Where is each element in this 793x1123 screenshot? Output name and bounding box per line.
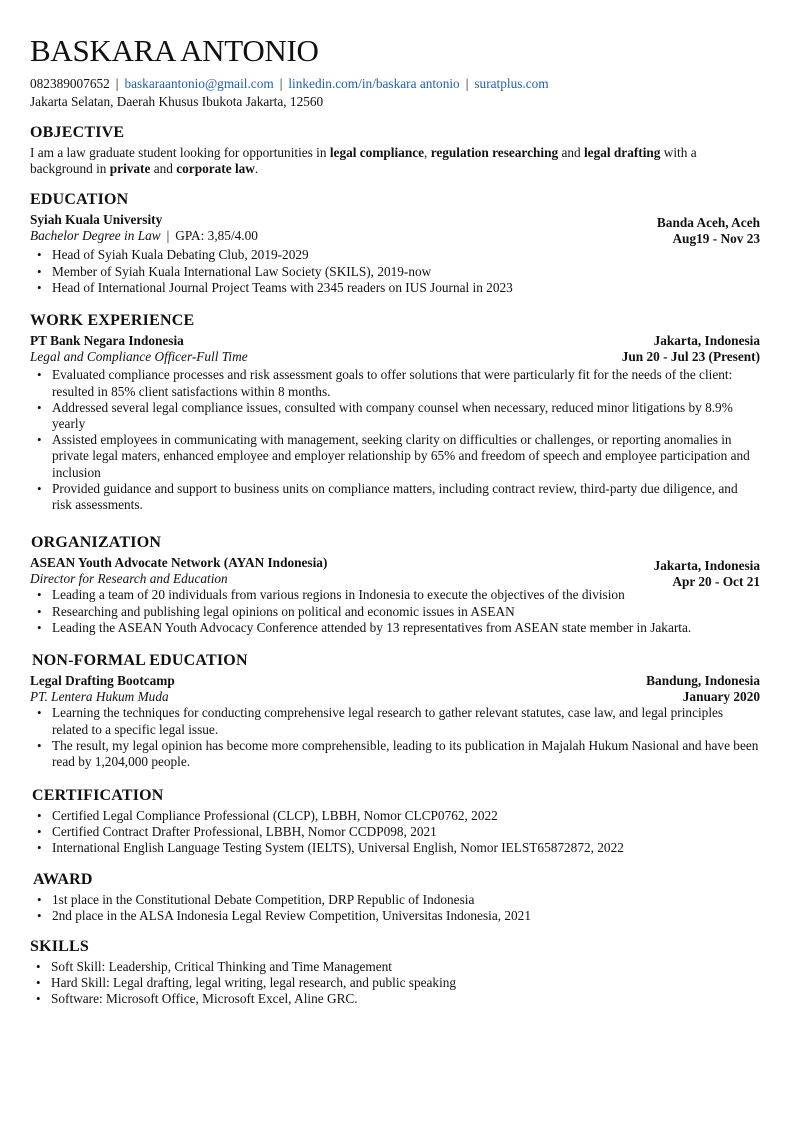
- list-item: • Head of International Journal Project Teams with 2345 readers on IUS Journal in 2023: [52, 280, 760, 296]
- separator: |: [166, 228, 170, 244]
- linkedin-link[interactable]: linkedin.com/in/baskara antonio: [288, 76, 460, 91]
- objective-text-part: and: [150, 161, 177, 177]
- nonformal-provider-row: [30, 689, 760, 705]
- list-item: • Researching and publishing legal opinions on political and economic issues in ASEAN: [52, 604, 760, 620]
- email-link[interactable]: baskaraantonio@gmail.com: [124, 76, 274, 91]
- nonformal-dates: January 2020: [682, 689, 760, 705]
- education-bullets: [30, 247, 760, 296]
- section-title: SKILLS: [30, 938, 90, 955]
- list-item: • Certified Contract Drafter Professional, LBBH, Nomor CCDP098, 2021: [52, 824, 760, 840]
- program-name: Legal Drafting Bootcamp: [30, 673, 175, 688]
- list-item: • 2nd place in the ALSA Indonesia Legal Review Competition, Universitas Indonesia, 2021: [52, 908, 760, 924]
- list-item: • Member of Syiah Kuala International Law Society (SKILS), 2019-now: [52, 264, 760, 280]
- degree: Bachelor Degree in Law: [30, 228, 161, 244]
- objective-text: [30, 145, 760, 177]
- school-location: Banda Aceh, Aceh: [656, 215, 760, 230]
- website-link[interactable]: suratplus.com: [474, 76, 549, 91]
- list-item: • Evaluated compliance processes and risk assessment goals to offer solutions that were particularly fit for the needs of the client: resulted in 85% client satisfactions within 8 months.: [52, 367, 760, 399]
- list-item: • Assisted employees in communicating with management, seeking clarity on difficulties or challenges, or reporting anomalies in private legal maters, enhanced employee and employer relationship by 65% and freedom of speech and employee participation and inclusion: [52, 432, 760, 481]
- objective-text-part: I am a law graduate student looking for opportunities in: [30, 145, 330, 160]
- list-item: • Head of Syiah Kuala Debating Club, 2019-2029: [52, 247, 760, 263]
- skills-bullets: [30, 959, 760, 1008]
- list-item: • Leading a team of 20 individuals from various regions in Indonesia to execute the objectives of the division: [52, 587, 760, 603]
- organization-dates: Apr 20 - Oct 21: [672, 574, 760, 590]
- organization-role-row: [30, 571, 760, 590]
- organization-bullets: [30, 587, 760, 636]
- organization-role: Director for Research and Education: [30, 571, 228, 587]
- award-section: [30, 871, 760, 924]
- objective-keyword: legal drafting: [583, 145, 661, 160]
- separator: |: [279, 76, 283, 91]
- section-title: NON-FORMAL EDUCATION: [32, 652, 248, 669]
- work-location: Jakarta, Indonesia: [653, 333, 760, 348]
- nonformal-location: Bandung, Indonesia: [646, 673, 760, 688]
- objective-keyword: corporate law: [176, 161, 255, 177]
- skills-section: [30, 938, 760, 1008]
- nonformal-bullets: [30, 705, 760, 770]
- education-dates: Aug19 - Nov 23: [672, 231, 760, 247]
- list-item: • Addressed several legal compliance issues, consulted with company counsel when necessary, reduced minor litigations by 8.9% yearly: [52, 400, 760, 432]
- list-item: • Provided guidance and support to business units on compliance matters, including contract review, third-party due diligence, and risk assessments.: [52, 481, 760, 513]
- certification-section: [30, 787, 760, 857]
- job-role: Legal and Compliance Officer-Full Time: [30, 349, 248, 365]
- objective-text-part: ,: [424, 145, 431, 160]
- section-title: AWARD: [33, 871, 93, 888]
- education-section: [30, 191, 760, 296]
- objective-keyword: private: [109, 161, 151, 177]
- phone-number: 082389007652: [30, 76, 110, 91]
- organization-name: ASEAN Youth Advocate Network (AYAN Indonesia): [30, 555, 328, 570]
- gpa: GPA: 3,85/4.00: [175, 228, 258, 244]
- list-item: • Soft Skill: Leadership, Critical Thinking and Time Management: [51, 959, 760, 975]
- certification-bullets: [30, 808, 760, 857]
- objective-keyword: legal compliance: [329, 145, 425, 160]
- list-item: • Certified Legal Compliance Professional (CLCP), LBBH, Nomor CLCP0762, 2022: [52, 808, 760, 824]
- section-title: EDUCATION: [30, 191, 129, 208]
- section-title: OBJECTIVE: [30, 124, 125, 141]
- work-section: [30, 312, 760, 513]
- objective-text-part: and: [558, 145, 584, 160]
- candidate-name: BASKARA ANTONIO: [30, 33, 319, 68]
- objective-text-part: .: [254, 161, 259, 177]
- degree-line: [30, 228, 258, 244]
- work-dates: Jun 20 - Jul 23 (Present): [621, 349, 760, 365]
- nonformal-header-row: [30, 673, 760, 689]
- list-item: • Hard Skill: Legal drafting, legal writing, legal research, and public speaking: [51, 975, 760, 991]
- objective-keyword: regulation researching: [430, 145, 559, 160]
- work-bullets: [30, 367, 760, 513]
- organization-header-row: [30, 555, 760, 571]
- organization-location: Jakarta, Indonesia: [653, 558, 760, 573]
- list-item: • 1st place in the Constitutional Debate Competition, DRP Republic of Indonesia: [52, 892, 760, 908]
- separator: |: [465, 76, 469, 91]
- objective-text-part: with a background in: [30, 145, 697, 177]
- contact-line: [30, 76, 549, 92]
- section-title: ORGANIZATION: [31, 534, 162, 551]
- address: Jakarta Selatan, Daerah Khusus Ibukota Jakarta, 12560: [30, 94, 324, 109]
- award-bullets: [30, 892, 760, 924]
- list-item: • Learning the techniques for conducting comprehensive legal research to gather relevant statutes, case law, and legal principles related to a specific legal issue.: [52, 705, 760, 737]
- education-degree-row: [30, 228, 760, 247]
- list-item: • International English Language Testing System (IELTS), Universal English, Nomor IELST65872872, 2022: [52, 840, 760, 856]
- list-item: • Leading the ASEAN Youth Advocacy Conference attended by 13 representatives from ASEAN state member in Jakarta.: [52, 620, 760, 636]
- work-header-row: [30, 333, 760, 349]
- work-role-row: [30, 349, 760, 365]
- company-name: PT Bank Negara Indonesia: [30, 333, 184, 348]
- objective-section: [30, 124, 760, 177]
- list-item: • Software: Microsoft Office, Microsoft Excel, Aline GRC.: [51, 991, 760, 1007]
- section-title: CERTIFICATION: [32, 787, 164, 804]
- program-provider: PT. Lentera Hukum Muda: [30, 689, 169, 705]
- education-header-row: [30, 212, 760, 228]
- list-item: • The result, my legal opinion has become more comprehensible, leading to its publication in Majalah Hukum Nasional and have been read by 1,204,000 people.: [52, 738, 760, 770]
- nonformal-section: [30, 652, 760, 770]
- section-title: WORK EXPERIENCE: [30, 312, 195, 329]
- school-name: Syiah Kuala University: [30, 212, 163, 227]
- organization-section: [30, 534, 760, 636]
- separator: |: [115, 76, 119, 91]
